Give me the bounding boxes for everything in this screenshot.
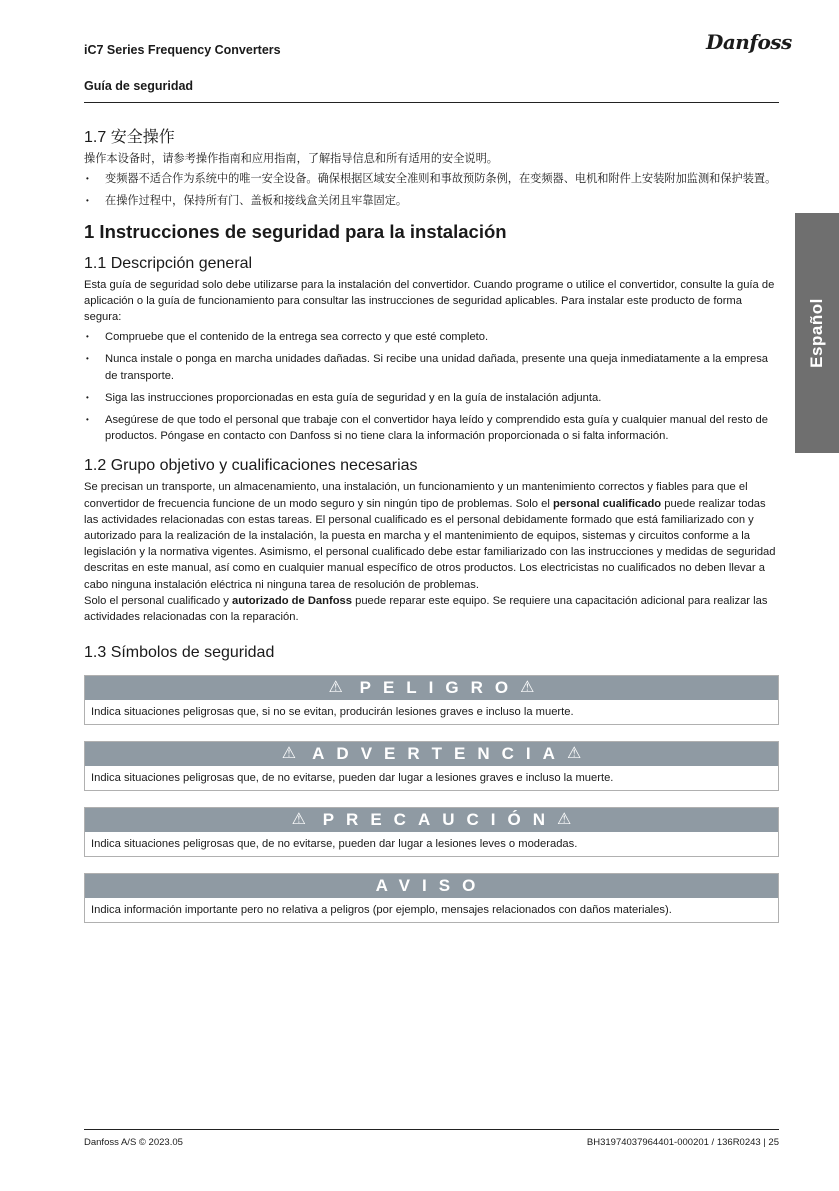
box-text: Indica situaciones peligrosas que, de no evitarse, pueden dar lugar a lesiones graves e incluso la muerte.: [91, 772, 614, 785]
text-run: Solo el personal cualificado y: [84, 594, 233, 607]
chapter-title: 1 Instrucciones de seguridad para la instalación: [84, 220, 507, 242]
section-heading: 1.3 Símbolos de seguridad: [84, 644, 275, 662]
list-item: • 变频器不适合作为系统中的唯一安全设备。确保根据区域安全准则和事故预防条例，在变频器、电机和附件上安装附加监测和保护装置。: [84, 171, 779, 187]
list-item: • Nunca instale o ponga en marcha unidades dañadas. Si recibe una unidad dañada, presente una queja inmediatamente a la empresa de transporte.: [84, 351, 779, 383]
notice-box: [84, 873, 779, 923]
language-label: Español: [807, 298, 826, 368]
document-subtitle: Guía de seguridad: [84, 79, 194, 93]
bullet-list: [84, 171, 779, 209]
caution-box: [84, 807, 779, 857]
section-1-3: [84, 643, 779, 923]
box-label: PRECAUCIÓN: [322, 810, 558, 830]
box-label: ADVERTENCIA: [312, 744, 567, 764]
list-item: • Siga las instrucciones proporcionadas en esta guía de seguridad y en la guía de instalación adjunta.: [84, 390, 779, 406]
section-1-2: [84, 456, 779, 625]
bullet-list: [84, 329, 779, 444]
section-heading: 1.7 安全操作: [84, 129, 175, 146]
paragraph: [84, 593, 779, 625]
page-content: [84, 128, 779, 939]
warning-triangle-icon: ⚠: [520, 679, 535, 697]
text-run: puede reparar este equipo. Se requiere una capacitación adicional para realizar las actividades relacionadas con la reparación.: [84, 594, 768, 624]
box-label: AVISO: [375, 876, 488, 896]
footer-doc-number: BH31974037964401-000201 / 136R0243 | 25: [586, 1137, 779, 1148]
section-heading: 1.1 Descripción general: [84, 254, 253, 272]
box-header: [85, 808, 778, 832]
footer-copyright: Danfoss A/S © 2023.05: [84, 1137, 183, 1148]
box-text: Indica situaciones peligrosas que, de no evitarse, pueden dar lugar a lesiones leves o moderadas.: [91, 838, 578, 851]
warning-box: [84, 741, 779, 791]
list-item: • Compruebe que el contenido de la entrega sea correcto y que esté completo.: [84, 329, 779, 345]
box-text: Indica información importante pero no relativa a peligros (por ejemplo, mensajes relacionados con daños materiales).: [91, 904, 672, 917]
warning-triangle-icon: ⚠: [281, 745, 297, 763]
paragraph: Esta guía de seguridad solo debe utilizarse para la instalación del convertidor. Cuando programe o utilice el convertidor, consulte la guía de aplicación o la guía de funcionamiento para consultar las instrucciones de seguridad aplicables. Para instalar este producto de forma segura:: [84, 278, 775, 324]
list-item: • Asegúrese de que todo el personal que trabaje con el convertidor haya leído y comprendido esta guía y cualquier manual del resto de productos. Póngase en contacto con Danfoss si no tiene clara la información proporcionada o si falta información.: [84, 412, 779, 444]
text-run: Se precisan un transporte, un almacenamiento, una instalación, un funcionamiento y un mantenimiento correctos y fiables para que el convertidor de frecuencia funcione de un modo seguro y sin ningún tipo de problemas. Solo el: [84, 481, 748, 510]
danger-box: [84, 675, 779, 725]
warning-triangle-icon: ⚠: [291, 811, 306, 829]
text-run: puede realizar todas las actividades relacionadas con estas tareas. El personal cualificado es el personal debidamente formado que está familiarizado con y autorizado para la realización de la instalación, la puesta en marcha y el mantenimiento de equipos, sistemas y circuitos conforme a la legislación y la normativa vigentes. Asimismo, el personal cualificado debe estar familiarizado con las instrucciones y medidas de seguridad descritas en este manual, así como en cualquier manual específico de otros productos. Los electricistas no cualificados no deben llevar a cabo ninguna instalación eléctrica ni ninguna tarea de resolución de problemas.: [84, 497, 776, 591]
warning-triangle-icon: ⚠: [566, 745, 582, 763]
box-header: [85, 874, 778, 898]
language-side-tab: [795, 213, 839, 453]
header-divider: [84, 102, 779, 103]
box-header: [85, 742, 778, 766]
section-1-7: [84, 128, 779, 210]
danfoss-logo: [706, 28, 792, 60]
box-header: [85, 676, 778, 700]
paragraph: [84, 479, 779, 592]
section-1-1: [84, 254, 779, 445]
list-item: • 在操作过程中，保持所有门、盖板和接线盒关闭且牢靠固定。: [84, 193, 779, 209]
box-text: Indica situaciones peligrosas que, si no se evitan, producirán lesiones graves e incluso la muerte.: [91, 706, 574, 719]
box-label: PELIGRO: [359, 678, 521, 698]
logo-text: Danfoss: [706, 30, 792, 54]
warning-triangle-icon: ⚠: [328, 679, 343, 697]
warning-triangle-icon: ⚠: [557, 811, 572, 829]
bold-text: autorizado de Danfoss: [232, 594, 352, 607]
footer-divider: [84, 1129, 779, 1130]
document-title: iC7 Series Frequency Converters: [84, 43, 281, 57]
paragraph: 操作本设备时，请参考操作指南和应用指南，了解指导信息和所有适用的安全说明。: [84, 153, 498, 165]
bold-text: personal cualificado: [552, 497, 662, 510]
section-heading: 1.2 Grupo objetivo y cualificaciones necesarias: [84, 457, 418, 475]
